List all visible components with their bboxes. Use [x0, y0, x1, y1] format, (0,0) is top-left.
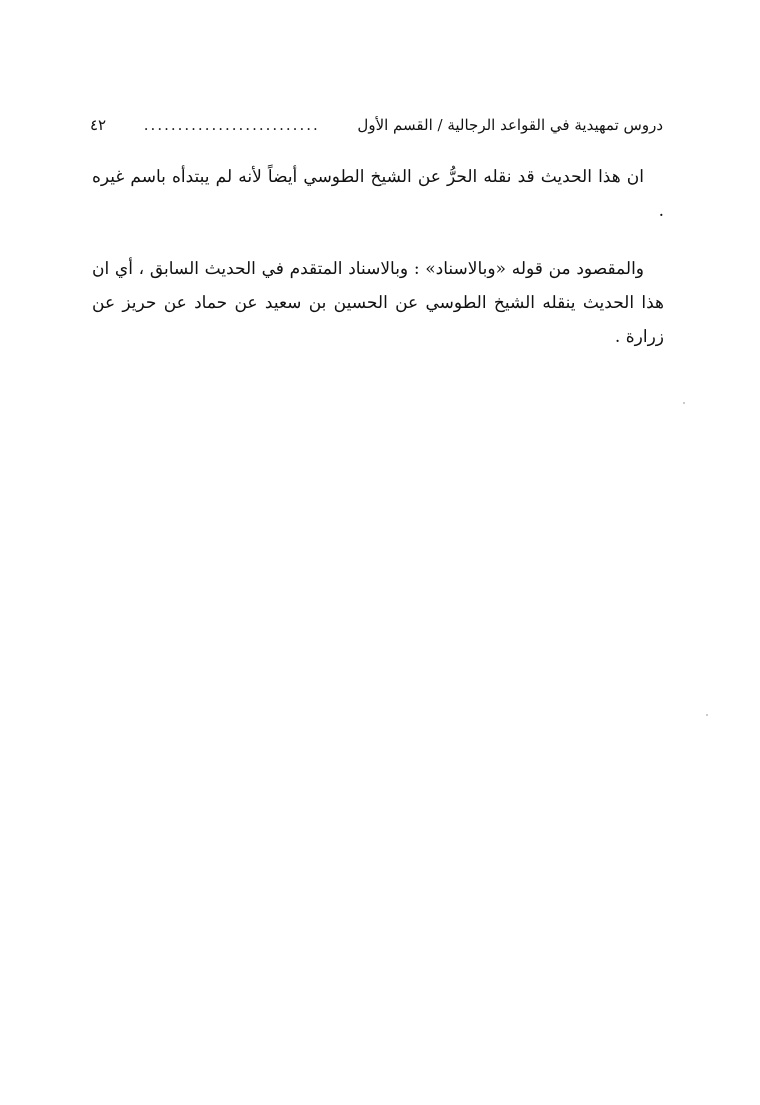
running-header: [90, 110, 663, 140]
paragraph-1: [92, 160, 664, 228]
paragraph-text: والمقصود من قوله «وبالاسناد» : وبالاسناد المتقدم في الحديث السابق ، أي ان هذا الحديث ينقله الشيخ الطوسي عن الحسين بن سعيد عن حماد عن حريز عن زرارة .: [92, 259, 664, 347]
page-number: ٤٢: [90, 116, 107, 134]
scan-speck: [706, 714, 708, 716]
paragraph-text: ان هذا الحديث قد نقله الحرُّ عن الشيخ الطوسي أيضاً لأنه لم يبتدأه باسم غيره .: [92, 167, 664, 221]
scan-speck: [683, 402, 685, 404]
paragraph-2: [92, 252, 664, 354]
leader-dots: ..........................: [143, 116, 320, 134]
page-title: دروس تمهيدية في القواعد الرجالية / القسم الأول: [357, 116, 663, 134]
